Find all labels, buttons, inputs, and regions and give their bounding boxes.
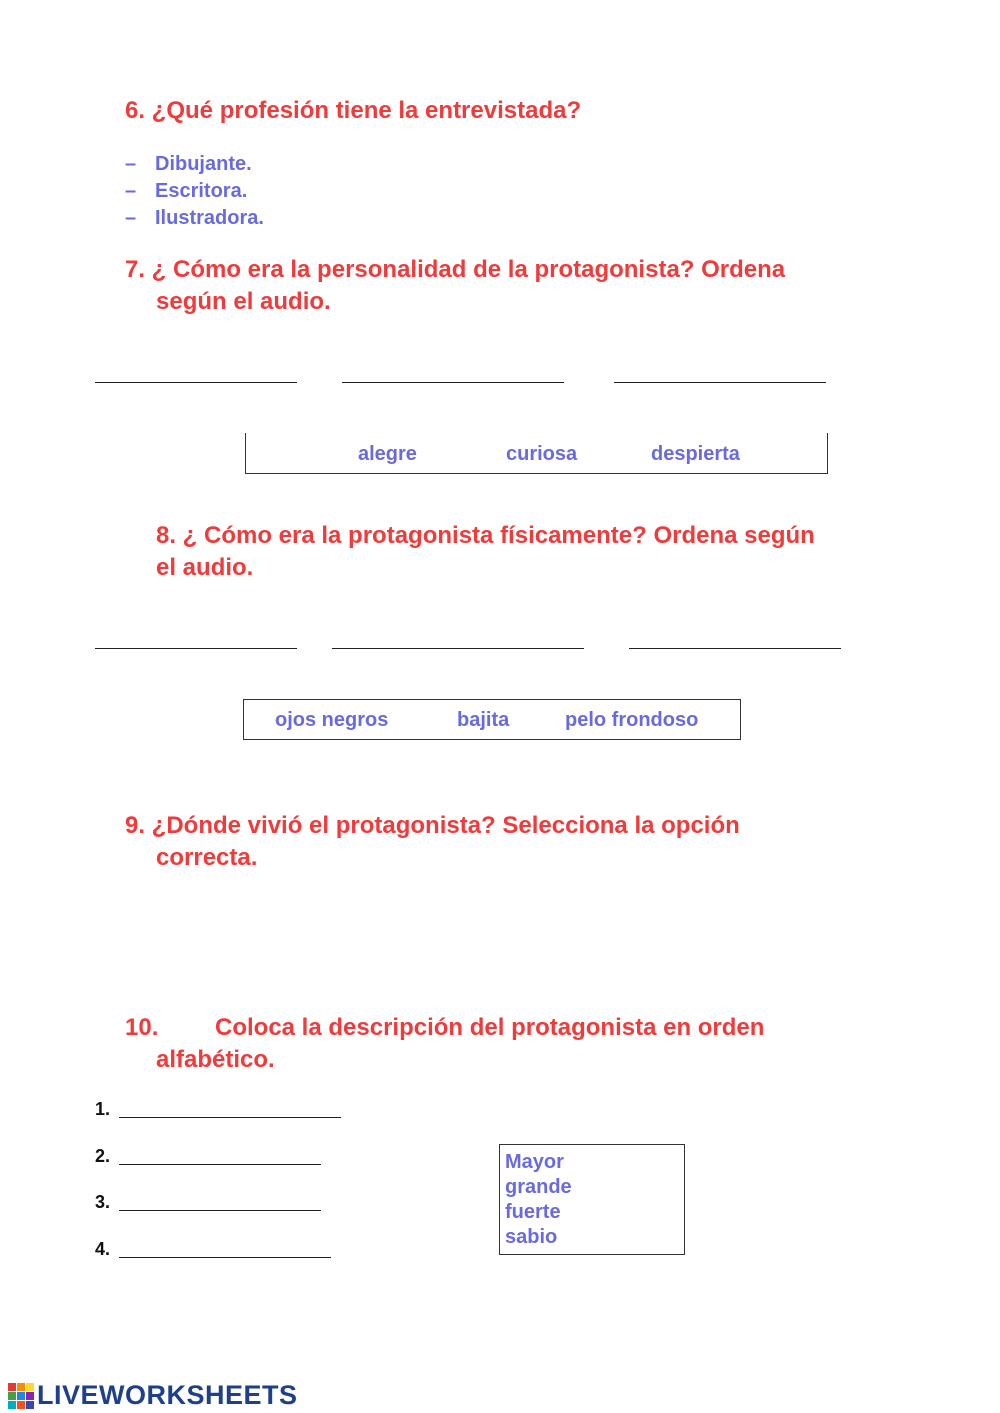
q10-item-number-4: 4. — [95, 1239, 111, 1259]
question-10-title-line2: alfabético. — [156, 1046, 275, 1073]
q7-word-curiosa[interactable]: curiosa — [506, 443, 578, 465]
q10-word-sabio[interactable]: sabio — [505, 1226, 558, 1248]
logo-cell — [17, 1401, 25, 1409]
question-10-title-line1: Coloca la descripción del protagonista en orden — [215, 1014, 765, 1041]
logo-cell — [26, 1383, 34, 1391]
q8-answer-blank-3[interactable] — [629, 648, 841, 649]
q8-word-bajita[interactable]: bajita — [457, 709, 510, 731]
q10-answer-blank-2[interactable] — [119, 1164, 321, 1165]
question-7-title-line2: según el audio. — [156, 288, 331, 315]
q10-answer-blank-4[interactable] — [119, 1257, 331, 1258]
logo-cell — [8, 1392, 16, 1400]
question-7-title-line1: 7. ¿ Cómo era la personalidad de la protagonista? Ordena — [125, 256, 786, 283]
q6-option-3[interactable] — [125, 205, 264, 232]
q7-word-alegre[interactable]: alegre — [358, 443, 417, 465]
q10-word-fuerte[interactable]: fuerte — [505, 1201, 561, 1223]
question-8-title-line2: el audio. — [156, 554, 254, 581]
q6-option-1[interactable] — [125, 151, 252, 178]
q10-item-number-2: 2. — [95, 1146, 111, 1166]
q10-answer-blank-1[interactable] — [119, 1117, 341, 1118]
q8-answer-blank-2[interactable] — [332, 648, 584, 649]
q8-word-pelo-frondoso[interactable]: pelo frondoso — [565, 709, 699, 731]
logo-cell — [26, 1401, 34, 1409]
q10-item-number-3: 3. — [95, 1192, 111, 1212]
logo-cell — [8, 1401, 16, 1409]
logo-cell — [17, 1392, 25, 1400]
logo-cell — [8, 1383, 16, 1391]
q6-option-3-label: Ilustradora. — [155, 207, 264, 229]
q6-option-2[interactable] — [125, 178, 247, 205]
logo-cell — [17, 1383, 25, 1391]
question-9-title-line1: 9. ¿Dónde vivió el protagonista? Selecciona la opción — [125, 812, 740, 839]
logo-text: LIVEWORKSHEETS — [37, 1380, 298, 1410]
q10-word-mayor[interactable]: Mayor — [505, 1151, 564, 1173]
logo-grid-icon — [8, 1383, 34, 1409]
q7-answer-blank-1[interactable] — [95, 382, 297, 383]
q7-answer-blank-3[interactable] — [614, 382, 826, 383]
q8-answer-blank-1[interactable] — [95, 648, 297, 649]
question-9-title-line2: correcta. — [156, 844, 258, 871]
q10-item-number-1: 1. — [95, 1099, 111, 1119]
question-10-number: 10. — [125, 1014, 159, 1041]
q10-answer-blank-3[interactable] — [119, 1210, 321, 1211]
logo-cell — [26, 1392, 34, 1400]
q7-word-despierta[interactable]: despierta — [651, 443, 740, 465]
q6-option-dash: – — [125, 180, 137, 202]
q7-answer-blank-2[interactable] — [342, 382, 564, 383]
q10-word-grande[interactable]: grande — [505, 1176, 572, 1198]
liveworksheets-logo[interactable] — [8, 1380, 298, 1411]
q6-option-dash: – — [125, 207, 137, 229]
question-6-title: 6. ¿Qué profesión tiene la entrevistada? — [125, 97, 582, 124]
q8-word-ojos-negros[interactable]: ojos negros — [275, 709, 389, 731]
q6-option-2-label: Escritora. — [155, 180, 248, 202]
question-8-title-line1: 8. ¿ Cómo era la protagonista físicamente? Ordena según — [156, 522, 815, 549]
q6-option-1-label: Dibujante. — [155, 153, 252, 175]
q6-option-dash: – — [125, 153, 137, 175]
